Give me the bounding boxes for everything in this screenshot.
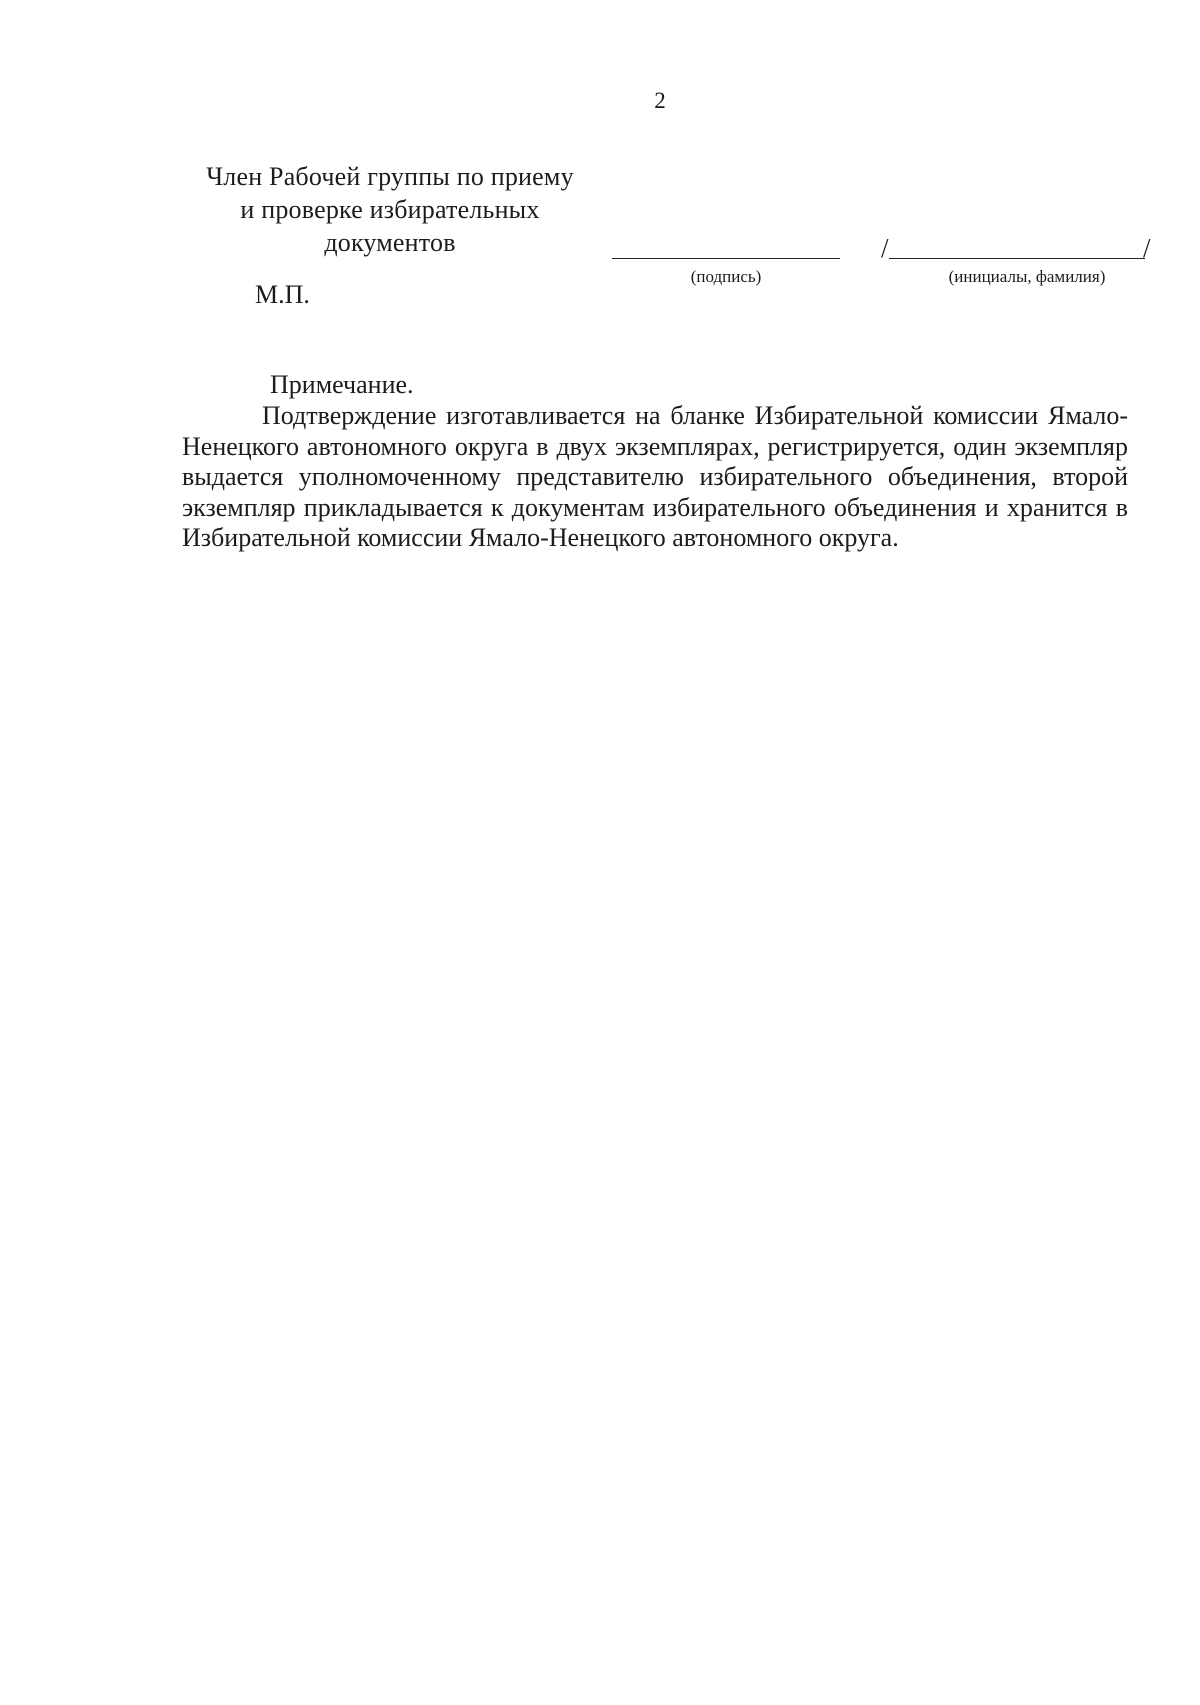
stamp-label: М.П. bbox=[255, 280, 310, 309]
name-slash-close: / bbox=[1143, 233, 1151, 263]
signature-caption: (подпись) bbox=[690, 267, 762, 286]
signature-line bbox=[612, 258, 840, 259]
name-slash-open: / bbox=[881, 233, 889, 263]
note-title: Примечание. bbox=[270, 370, 414, 399]
page-number: 2 bbox=[654, 88, 666, 113]
note-body: Подтверждение изготавливается на бланке Избирательной комиссии Ямало-Ненецкого автономного округа в двух экземплярах, регистрируется, один экземпляр выдается уполномоченному представителю избирательного объединения, второй экземпляр прикладывается к документам избирательного объединения и хранится в Избирательной комиссии Ямало-Ненецкого автономного округа. bbox=[182, 401, 1128, 552]
position-title: Член Рабочей группы по приему и проверке избирательных документов bbox=[206, 162, 574, 257]
name-line bbox=[889, 258, 1145, 259]
name-caption: (инициалы, фамилия) bbox=[948, 267, 1106, 286]
